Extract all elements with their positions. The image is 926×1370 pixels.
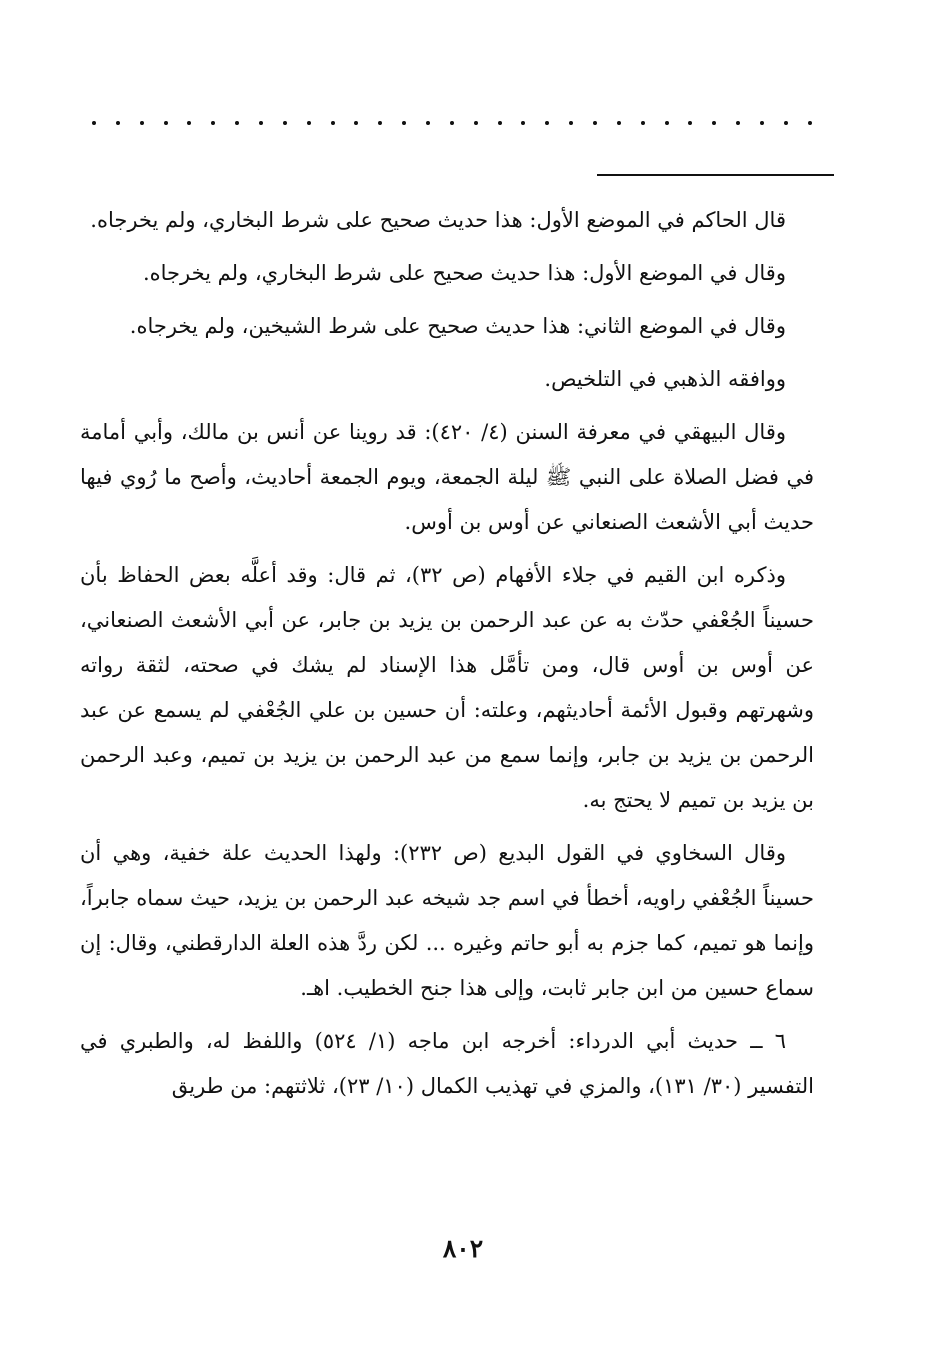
page-body [80,198,814,1109]
separator-dot [378,121,382,125]
separator-dot [593,121,597,125]
separator-dot [617,121,621,125]
paragraph-abu-darda: ٦ ــ حديث أبي الدرداء: أخرجه ابن ماجه (١/ ٥٢٤) واللفظ له، والطبري في التفسير (٣٠/ ١٣١)، والمزي في تهذيب الكمال (١٠/ ٢٣)، ثلاثتهم: من طريق [80,1029,814,1098]
separator-dot [521,121,525,125]
separator-dot [498,121,502,125]
separator-dot [235,121,239,125]
paragraph-ibn-qayyim: وذكره ابن القيم في جلاء الأفهام (ص ٣٢)، ثم قال: وقد أعلَّه بعض الحفاظ بأن حسيناً الجُعْفي حدّث به عن عبد الرحمن بن يزيد بن جابر، عن أبي الأشعث الصنعاني، عن أوس بن أوس قال، ومن تأمَّل هذا الإسناد لم يشك في صحته، لثقة رواته وشهرتهم وقبول الأئمة أحاديثهم، وعلته: أن حسين بن علي الجُعْفي لم يسمع عن عبد الرحمن بن يزيد بن جابر، وإنما سمع من عبد الرحمن بن يزيد بن تميم، وعبد الرحمن بن يزيد بن تميم لا يحتج به. [80,563,814,812]
separator-dot [283,121,287,125]
paragraph-hakim-first: قال الحاكم في الموضع الأول: هذا حديث صحيح على شرط البخاري، ولم يخرجاه. [90,208,786,232]
separator-dot [712,121,716,125]
separator-dot [784,121,788,125]
paragraph-dhahabi: ووافقه الذهبي في التلخيص. [544,367,786,391]
separator-dot [760,121,764,125]
paragraph-bayhaqi: وقال البيهقي في معرفة السنن (٤/ ٤٢٠): قد روينا عن أنس بن مالك، وأبي أمامة في فضل الصلاة على النبي ﷺ ليلة الجمعة، ويوم الجمعة أحاديث، وأصح ما رُوي فيها حديث أبي الأشعث الصنعاني عن أوس بن أوس. [80,420,814,534]
separator-dot [450,121,454,125]
separator-dot [259,121,263,125]
separator-dot [331,121,335,125]
separator-dot [92,121,96,125]
paragraph-hakim-first-repeat: وقال في الموضع الأول: هذا حديث صحيح على شرط البخاري، ولم يخرجاه. [142,261,786,285]
separator-dot [426,121,430,125]
separator-dot [545,121,549,125]
dotted-separator [92,113,812,133]
paragraph-sakhawi: وقال السخاوي في القول البديع (ص ٢٣٢): ولهذا الحديث علة خفية، وهي أن حسيناً الجُعْفي راويه، أخطأ في اسم جد شيخه عبد الرحمن بن يزيد، حيث سماه جابراً، وإنما هو تميم، كما جزم به أبو حاتم وغيره ... لكن ردَّ هذه العلة الدارقطني، وقال: إن سماع حسين من ابن جابر ثابت، وإلى هذا جنح الخطيب. اهـ. [80,841,814,1000]
separator-dot [140,121,144,125]
separator-dot [354,121,358,125]
footnote-rule [597,174,834,176]
separator-dot [164,121,168,125]
separator-dot [808,121,812,125]
separator-dot [474,121,478,125]
paragraph-hakim-second: وقال في الموضع الثاني: هذا حديث صحيح على شرط الشيخين، ولم يخرجاه. [129,314,786,338]
separator-dot [187,121,191,125]
separator-dot [736,121,740,125]
separator-dot [665,121,669,125]
page-number: ٨٠٢ [442,1234,484,1263]
separator-dot [688,121,692,125]
separator-dot [116,121,120,125]
separator-dot [569,121,573,125]
separator-dot [211,121,215,125]
separator-dot [641,121,645,125]
separator-dot [307,121,311,125]
separator-dot [402,121,406,125]
